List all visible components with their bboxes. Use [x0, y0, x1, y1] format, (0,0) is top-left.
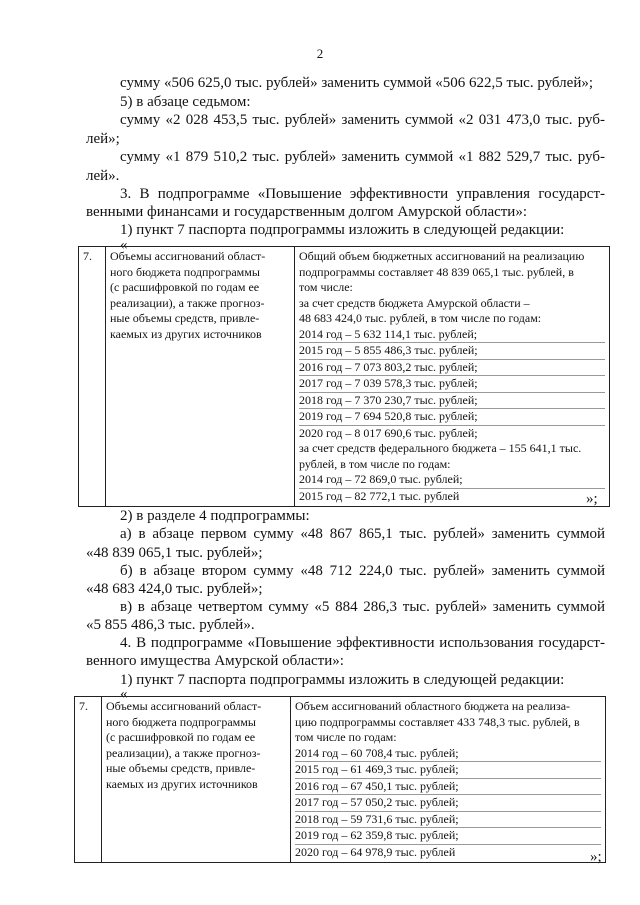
cell-line: реализации), а также прогноз-	[110, 295, 265, 310]
paragraph-line: 4. В подпрограмме «Повышение эффективности использования государст-	[120, 635, 605, 651]
cell-line: 2020 год – 64 978,9 тыс. рублей	[295, 844, 456, 859]
open-quote: «	[120, 686, 128, 702]
cell-line: ного бюджета подпрограммы	[110, 264, 260, 279]
cell-line: том числе:	[299, 280, 353, 294]
cell-line: ного бюджета подпрограммы	[106, 714, 256, 729]
table-cell-label	[102, 697, 291, 863]
paragraph-line: в) в абзаце четвертом сумму «5 884 286,3 тыс. рублей» заменить суммой	[120, 599, 605, 615]
cell-line: каемых из других источников	[110, 326, 262, 341]
paragraph-line: 1) пункт 7 паспорта подпрограммы изложить в следующей редакции:	[120, 222, 565, 238]
cell-line: реализации), а также прогноз-	[106, 745, 261, 760]
cell-line: 2020 год – 8 017 690,6 тыс. рублей;	[299, 425, 478, 440]
cell-line: том числе по годам:	[295, 730, 397, 744]
passport-table-1	[78, 246, 610, 507]
cell-line: 2014 год – 5 632 114,1 тыс. рублей;	[299, 327, 605, 344]
paragraph-line: лей».	[86, 168, 120, 184]
table-cell-value	[291, 697, 606, 863]
cell-line: 2015 год – 82 772,1 тыс. рублей	[299, 488, 460, 503]
cell-line: цию подпрограммы составляет 433 748,3 тыс. рублей, в	[295, 714, 580, 729]
cell-line: 2015 год – 61 469,3 тыс. рублей;	[295, 762, 601, 779]
paragraph-line: «48 683 424,0 тыс. рублей»;	[86, 581, 263, 597]
cell-line: 2019 год – 7 694 520,8 тыс. рублей;	[299, 409, 605, 426]
paragraph-line: сумму «506 625,0 тыс. рублей» заменить суммой «506 622,5 тыс. рублей»;	[120, 75, 594, 91]
passport-table-2	[74, 696, 606, 863]
paragraph-line: а) в абзаце первом сумму «48 867 865,1 тыс. рублей» заменить суммой	[120, 526, 605, 542]
paragraph-line: 3. В подпрограмме «Повышение эффективности управления государст-	[120, 186, 605, 202]
cell-line: за счет средств бюджета Амурской области –	[299, 295, 530, 310]
cell-line: 2014 год – 60 708,4 тыс. рублей;	[295, 746, 601, 763]
cell-line: подпрограммы составляет 48 839 065,1 тыс. рублей, в	[299, 264, 574, 279]
paragraph-line: 1) пункт 7 паспорта подпрограммы изложить в следующей редакции:	[120, 672, 565, 688]
paragraph-line: венного имущества Амурской области»:	[86, 653, 344, 669]
cell-line: ные объемы средств, привле-	[110, 311, 260, 325]
paragraph-line: «5 855 486,3 тыс. рублей».	[86, 617, 255, 633]
table-cell-value	[295, 247, 610, 507]
cell-line: Объемы ассигнований област-	[110, 249, 266, 263]
cell-line: Общий объем бюджетных ассигнований на реализацию	[299, 249, 585, 263]
paragraph-line: б) в абзаце втором сумму «48 712 224,0 тыс. рублей» заменить суммой	[120, 563, 605, 579]
paragraph-line: лей»;	[86, 131, 120, 147]
cell-line: (с расшифровкой по годам ее	[110, 280, 260, 294]
cell-line: 2017 год – 7 039 578,3 тыс. рублей;	[299, 376, 605, 393]
paragraph-line: «48 839 065,1 тыс. рублей»;	[86, 545, 263, 561]
table-cell-number: 7.	[75, 697, 102, 863]
cell-line: (с расшифровкой по годам ее	[106, 730, 256, 744]
cell-line: 2014 год – 72 869,0 тыс. рублей;	[299, 472, 605, 489]
cell-line: Объемы ассигнований област-	[106, 699, 262, 713]
cell-line: 2019 год – 62 359,8 тыс. рублей;	[295, 828, 601, 845]
table-row	[79, 247, 610, 507]
paragraph-line: венными финансами и государственным долгом Амурской области»:	[86, 204, 528, 220]
table-row	[75, 697, 606, 863]
cell-line: за счет средств федерального бюджета – 155 641,1 тыс.	[299, 441, 582, 455]
paragraph-line: сумму «1 879 510,2 тыс. рублей» заменить суммой «1 882 529,7 тыс. руб-	[120, 149, 605, 165]
cell-line: Объем ассигнований областного бюджета на реализа-	[295, 699, 571, 713]
paragraph-line: 5) в абзаце седьмом:	[120, 94, 251, 110]
cell-line: рублей, в том числе по годам:	[299, 456, 451, 471]
open-quote: «	[120, 237, 128, 253]
cell-line: 2015 год – 5 855 486,3 тыс. рублей;	[299, 343, 605, 360]
cell-line: 2016 год – 67 450,1 тыс. рублей;	[295, 779, 601, 796]
page-number: 2	[316, 46, 324, 61]
table-cell-label	[106, 247, 295, 507]
close-quote: »;	[590, 849, 602, 865]
table-cell-number: 7.	[79, 247, 106, 507]
paragraph-line: сумму «2 028 453,5 тыс. рублей» заменить суммой «2 031 473,0 тыс. руб-	[120, 112, 605, 128]
cell-line: 2018 год – 59 731,6 тыс. рублей;	[295, 812, 601, 829]
cell-line: каемых из других источников	[106, 776, 258, 791]
cell-line: 2017 год – 57 050,2 тыс. рублей;	[295, 795, 601, 812]
paragraph-line: 2) в разделе 4 подпрограммы:	[120, 508, 310, 524]
cell-line: ные объемы средств, привле-	[106, 761, 256, 775]
cell-line: 48 683 424,0 тыс. рублей, в том числе по годам:	[299, 311, 542, 325]
close-quote: »;	[586, 491, 598, 507]
cell-line: 2018 год – 7 370 230,7 тыс. рублей;	[299, 393, 605, 410]
cell-line: 2016 год – 7 073 803,2 тыс. рублей;	[299, 360, 605, 377]
